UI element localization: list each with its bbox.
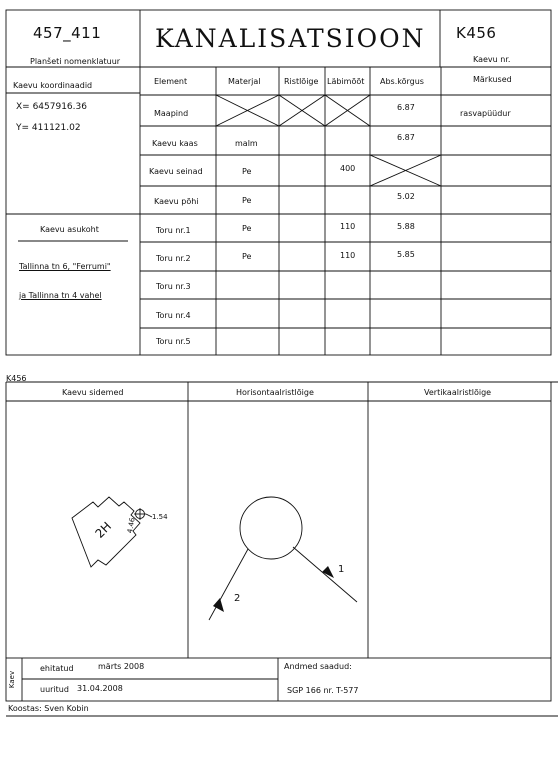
coord-y: Y= 411121.02 xyxy=(16,123,81,133)
footer-side-label: Kaev xyxy=(8,670,17,689)
col-links-title: Kaevu sidemed xyxy=(62,388,124,397)
well-number: K456 xyxy=(456,24,497,42)
offset-dimension: 1.54 xyxy=(152,513,168,521)
well-number-label: Kaevu nr. xyxy=(473,55,511,64)
th-notes: Märkused xyxy=(473,75,512,84)
coords-label: Kaevu koordinaadid xyxy=(13,81,93,90)
location-label: Kaevu asukoht xyxy=(40,225,99,234)
col-vertical-title: Vertikaalristlõige xyxy=(424,388,492,397)
table-cell: Toru nr.4 xyxy=(156,311,191,320)
built-label: ehitatud xyxy=(40,664,74,673)
table-cell: 5.02 xyxy=(397,192,415,201)
nomenclature-label: Planšeti nomenklatuur xyxy=(30,57,121,66)
building-label: 2H xyxy=(92,519,115,541)
table-cell: 5.85 xyxy=(397,250,415,259)
building-outline xyxy=(72,497,152,567)
pipe-2-label: 2 xyxy=(234,593,241,604)
table-cell: Toru nr.3 xyxy=(156,282,191,291)
table-cell: Toru nr.5 xyxy=(156,337,191,346)
th-diameter: Läbimõõt xyxy=(327,77,365,86)
surveyed-value: 31.04.2008 xyxy=(77,684,123,693)
th-element: Element xyxy=(154,77,188,86)
nomenclature-value: 457_411 xyxy=(33,24,102,42)
table-cell: 400 xyxy=(340,164,356,173)
table-cell: Pe xyxy=(242,196,252,205)
th-cross-section: Ristlõige xyxy=(284,77,319,86)
table-cell: 110 xyxy=(340,222,356,231)
table-cell: 5.88 xyxy=(397,222,415,231)
sketch-tag: K456 xyxy=(6,374,27,383)
compiled-by: Koostas: Sven Kobin xyxy=(8,704,89,713)
table-cell: Toru nr.2 xyxy=(156,254,191,263)
building-dimension: 4.46 xyxy=(126,517,137,534)
table-cell: Kaevu seinad xyxy=(149,167,203,176)
location-line2: ja Tallinna tn 4 vahel xyxy=(19,291,102,300)
built-value: märts 2008 xyxy=(98,662,145,671)
table-cell: Maapind xyxy=(154,109,189,118)
table-cell: Kaevu kaas xyxy=(152,139,198,148)
th-abs-height: Abs.kõrgus xyxy=(380,77,424,86)
table-cell: rasvapüüdur xyxy=(460,109,511,118)
table-cell: 6.87 xyxy=(397,103,415,112)
table-cell: Toru nr.1 xyxy=(156,226,191,235)
coord-x: X= 6457916.36 xyxy=(16,102,87,112)
table-cell: Kaevu põhi xyxy=(154,197,199,206)
pipe-1-label: 1 xyxy=(338,564,345,575)
source-label: Andmed saadud: xyxy=(284,662,352,671)
table-cell: 6.87 xyxy=(397,133,415,142)
surveyed-label: uuritud xyxy=(40,685,69,694)
table-cell: Pe xyxy=(242,167,252,176)
col-horizontal-title: Horisontaalristlõige xyxy=(236,388,314,397)
source-value: SGP 166 nr. T-577 xyxy=(287,686,359,695)
page-title: KANALISATSIOON xyxy=(155,24,426,53)
location-line1: Tallinna tn 6, "Ferrumi" xyxy=(19,262,111,271)
table-cell: malm xyxy=(235,139,258,148)
th-material: Materjal xyxy=(228,77,261,86)
table-cell: 110 xyxy=(340,251,356,260)
horizontal-section xyxy=(209,497,357,620)
table-cell: Pe xyxy=(242,252,252,261)
table-cell: Pe xyxy=(242,224,252,233)
